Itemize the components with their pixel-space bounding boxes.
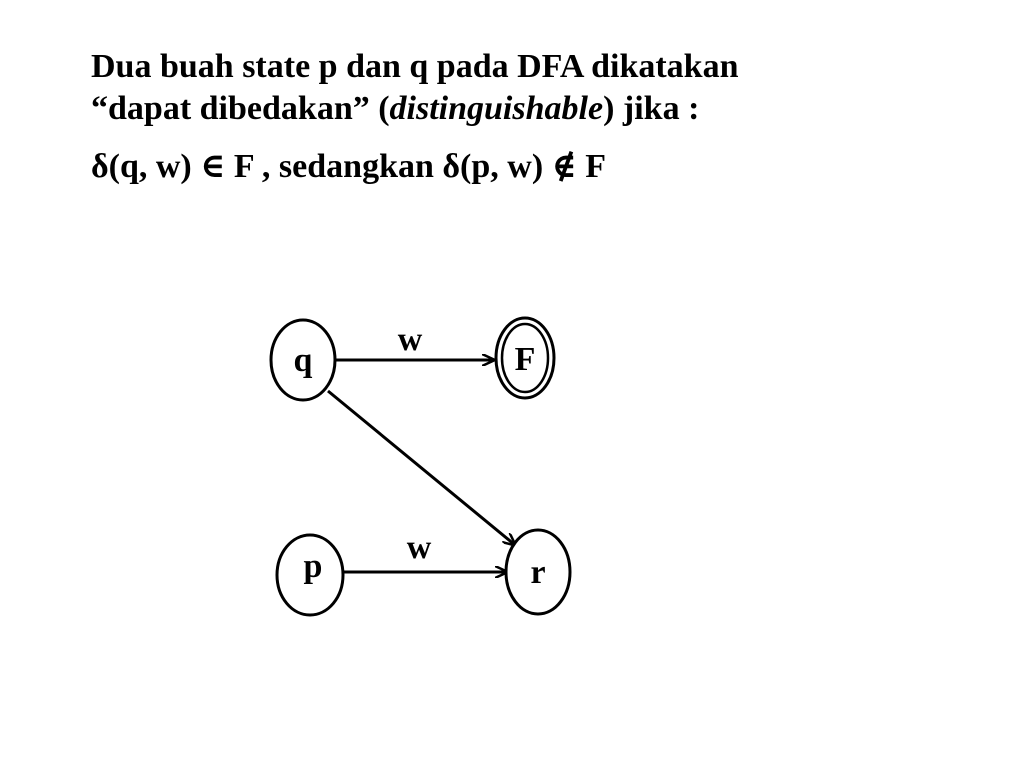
state-q-label: q xyxy=(293,342,313,379)
condition-formula: δ(q, w) ∈ F , sedangkan δ(p, w) ∉ F xyxy=(91,148,607,185)
definition-line-2-start: “dapat dibedakan” ( xyxy=(91,90,390,127)
edge-q-to-r xyxy=(328,391,515,545)
definition-line-2-end: ) jika : xyxy=(603,90,700,127)
definition-line-1: Dua buah state p dan q pada DFA dikatakan xyxy=(91,48,739,85)
edge-p-to-r-label: w xyxy=(406,529,432,566)
state-F-label: F xyxy=(514,341,536,378)
state-p-label: p xyxy=(303,548,323,585)
distinguishable-term: distinguishable xyxy=(389,90,604,127)
state-r-label: r xyxy=(530,554,546,591)
edge-q-to-F-label: w xyxy=(397,321,423,358)
